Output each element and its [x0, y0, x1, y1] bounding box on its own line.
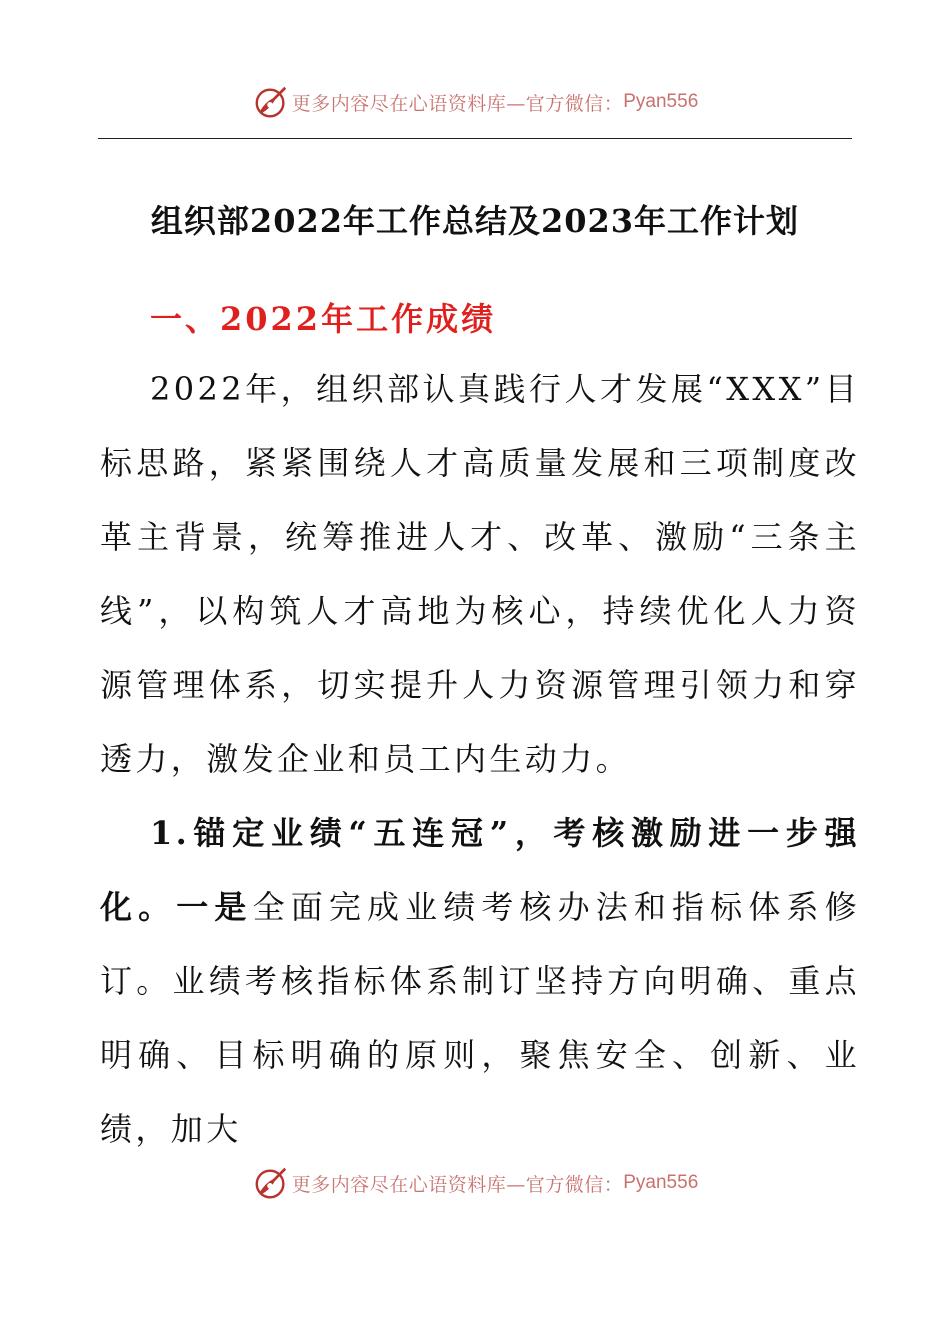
- pen-logo-icon: [252, 83, 290, 121]
- paragraph-intro: 2022年，组织部认真践行人才发展“XXX”目标思路，紧紧围绕人才高质量发展和三项制度改革主背景，统筹推进人才、改革、激励“三条主线”，以构筑人才高地为核心，持续优化人力资源管理体系，切实提升人力资源管理引领力和穿透力，激发企业和员工内生动力。: [100, 370, 860, 778]
- section-heading: 一、2022年工作成绩: [150, 300, 497, 338]
- watermark-wechat-id: Pyan556: [623, 1172, 699, 1193]
- watermark-text: 更多内容尽在心语资料库—官方微信：: [291, 1173, 624, 1196]
- header-watermark: [0, 82, 950, 122]
- pen-logo-icon: [252, 1164, 290, 1202]
- document-title: 组织部2022年工作总结及2023年工作计划: [150, 202, 800, 240]
- header-divider: [98, 138, 852, 139]
- footer-watermark: [0, 1163, 950, 1203]
- watermark-wechat-id: Pyan556: [623, 91, 699, 112]
- watermark-text: 更多内容尽在心语资料库—官方微信：: [291, 92, 624, 115]
- paragraph-lead: 一是: [176, 888, 253, 926]
- paragraph-heading: 1.锚定业绩“五连冠”，考核激励进一步强化。: [100, 814, 860, 926]
- paragraph-performance: [100, 796, 860, 1166]
- paragraph-text: 全面完成业绩考核办法和指标体系修订。业绩考核指标体系制订坚持方向明确、重点明确、目标明确的原则，聚焦安全、创新、业绩，加大: [100, 888, 860, 1148]
